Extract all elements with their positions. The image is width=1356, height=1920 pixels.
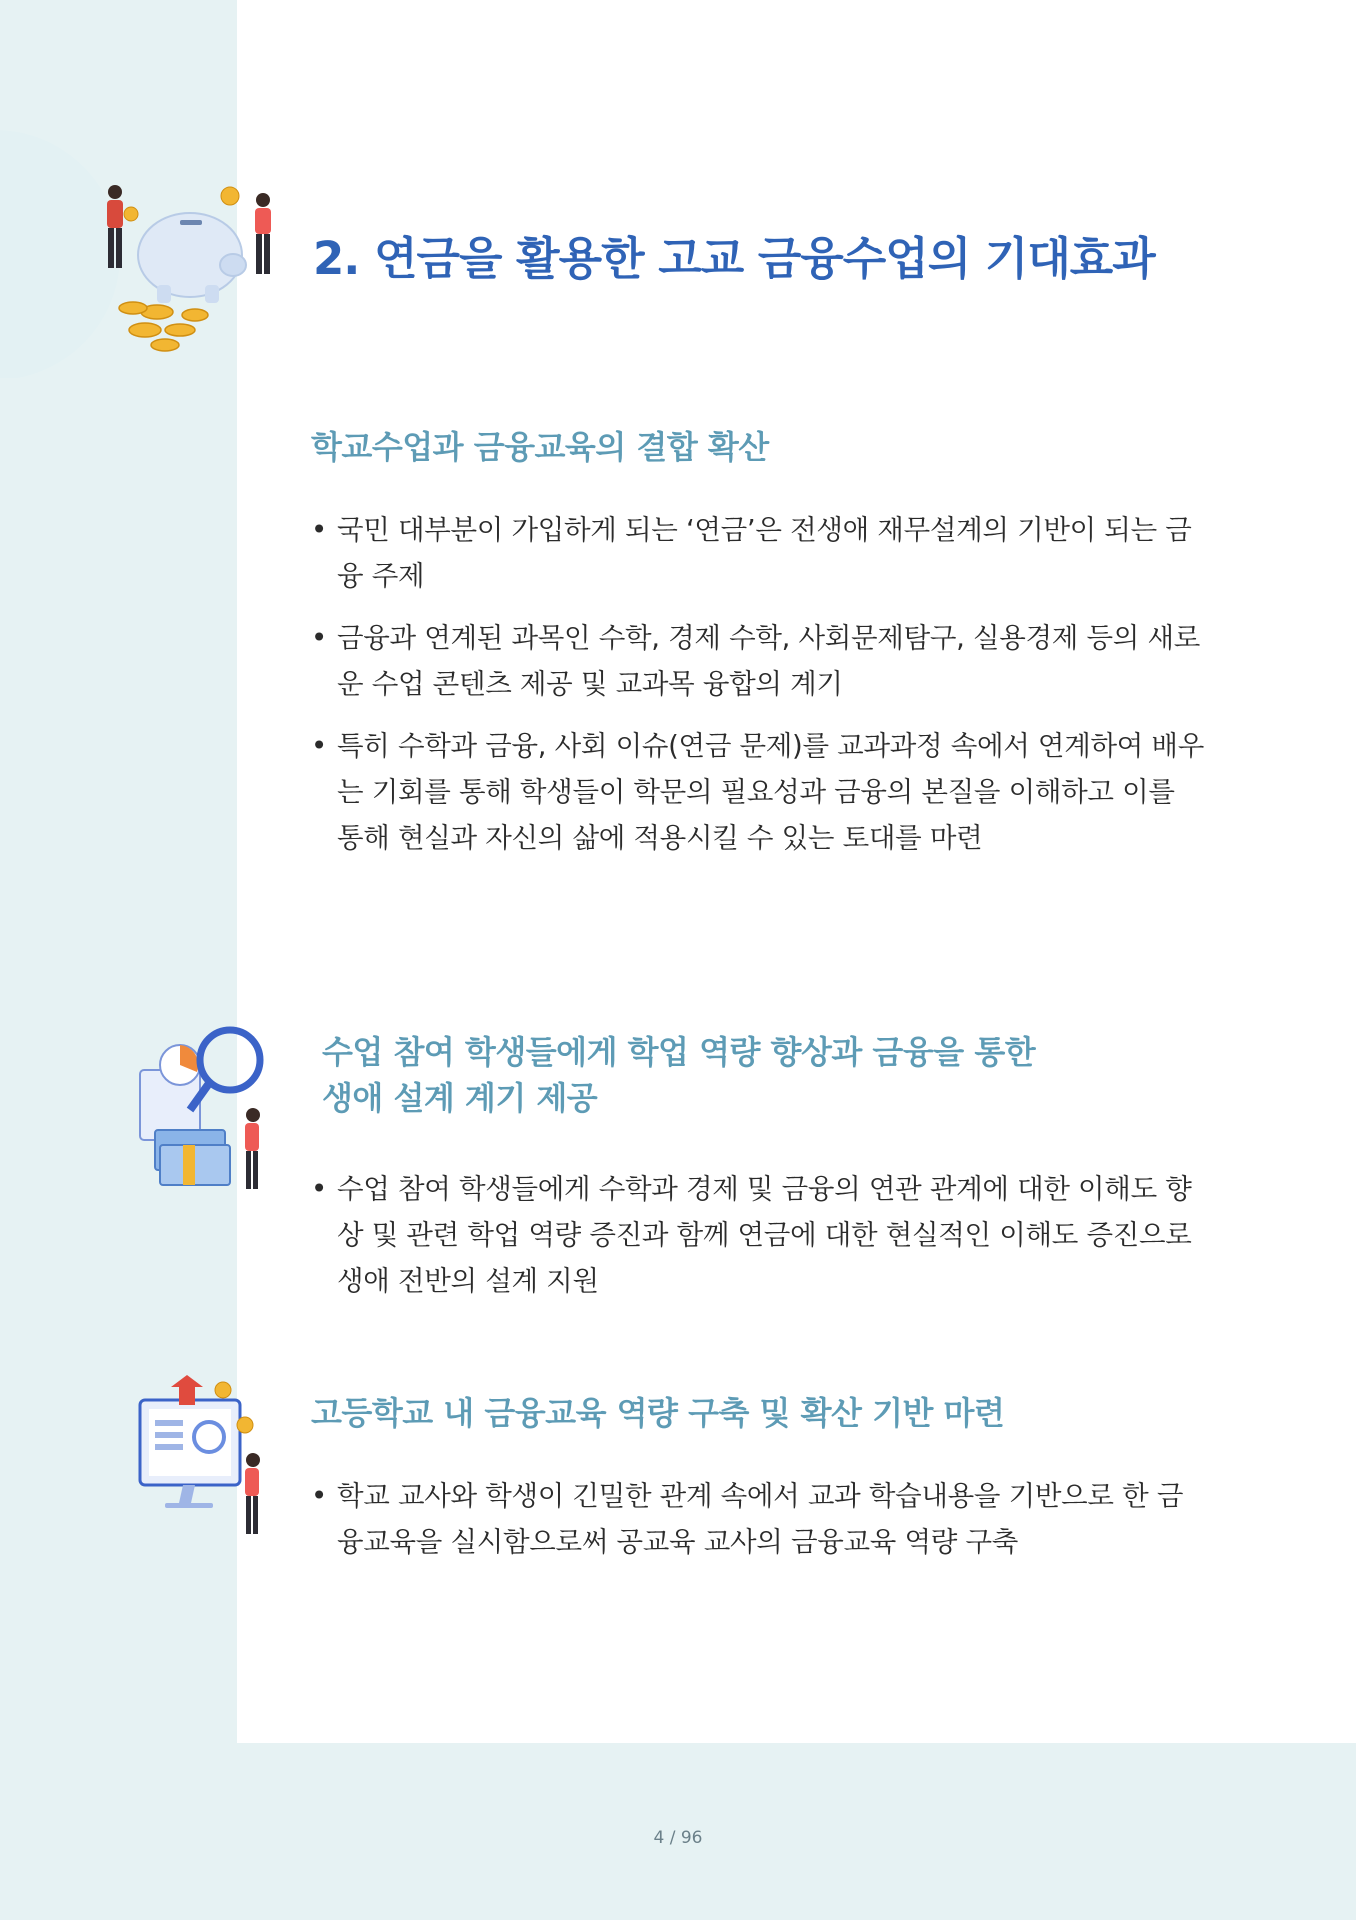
section-2-bullets <box>307 1166 1207 1320</box>
section-3-bullets <box>307 1473 1207 1581</box>
page-title: 2. 연금을 활용한 고교 금융수업의 기대효과 <box>313 232 1155 285</box>
section-title-1: 학교수업과 금융교육의 결합 확산 <box>311 428 769 466</box>
monitor-growth-illustration <box>135 1375 270 1550</box>
section-title-3: 고등학교 내 금융교육 역량 구축 및 확산 기반 마련 <box>311 1394 1005 1432</box>
section-1-bullets <box>307 507 1207 877</box>
piggy-bank-illustration <box>95 180 285 360</box>
list-item: • 금융과 연계된 과목인 수학, 경제 수학, 사회문제탐구, 실용경제 등의 새로운 수업 콘텐츠 제공 및 교과목 융합의 계기 <box>307 615 1207 707</box>
section-title-2 <box>322 1029 1035 1121</box>
list-item: • 수업 참여 학생들에게 수학과 경제 및 금융의 연관 관계에 대한 이해도 향상 및 관련 학업 역량 증진과 함께 연금에 대한 현실적인 이해도 증진으로 생애 전반의 설계 지원 <box>307 1166 1207 1304</box>
magnifier-finance-illustration <box>135 1020 270 1195</box>
section-title-2-line2: 생애 설계 계기 제공 <box>322 1079 598 1117</box>
section-title-2-line1: 수업 참여 학생들에게 학업 역량 향상과 금융을 통한 <box>322 1033 1036 1071</box>
list-item: • 학교 교사와 학생이 긴밀한 관계 속에서 교과 학습내용을 기반으로 한 금융교육을 실시함으로써 공교육 교사의 금융교육 역량 구축 <box>307 1473 1207 1565</box>
list-item: • 특히 수학과 금융, 사회 이슈(연금 문제)를 교과과정 속에서 연계하여 배우는 기회를 통해 학생들이 학문의 필요성과 금융의 본질을 이해하고 이를 통해 현실과 자신의 삶에 적용시킬 수 있는 토대를 마련 <box>307 723 1207 861</box>
list-item: • 국민 대부분이 가입하게 되는 ‘연금’은 전생애 재무설계의 기반이 되는 금융 주제 <box>307 507 1207 599</box>
page-number: 4 / 96 <box>653 1828 703 1848</box>
